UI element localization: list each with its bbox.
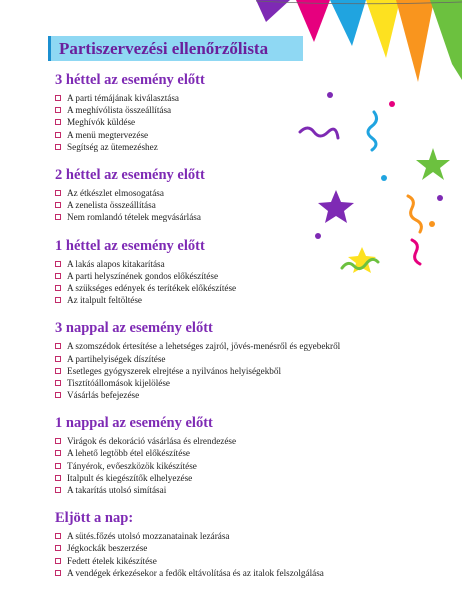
section-3-days [55,320,415,401]
bunting-flag-blue [330,0,366,46]
checkbox[interactable] [55,107,61,113]
checkbox[interactable] [55,356,61,362]
checklist-item[interactable]: Segítség az ütemezéshez [55,141,415,153]
section-1-week [55,238,415,307]
section-2-weeks [55,167,415,224]
section-heading: 3 nappal az esemény előtt [55,320,213,337]
checklist-item[interactable]: A lakás alapos kitakarítása [55,258,415,270]
checklist-item[interactable]: Tisztítóállomások kijelölése [55,377,415,389]
section-heading: Eljött a nap: [55,510,134,527]
checkbox[interactable] [55,380,61,386]
checklist-item[interactable]: A lehető legtöbb étel előkészítése [55,447,415,459]
section-heading: 2 héttel az esemény előtt [55,166,205,183]
section-heading: 1 nappal az esemény előtt [55,415,213,432]
checkbox[interactable] [55,144,61,150]
bunting-flag-green [430,0,462,80]
checkbox[interactable] [55,475,61,481]
checkbox[interactable] [55,214,61,220]
section-the-day [55,510,415,579]
checkbox[interactable] [55,487,61,493]
checklist-item[interactable]: A zenelista összeállítása [55,199,415,211]
checklist-item[interactable]: A meghívólista összeállítása [55,104,415,116]
checklist-item[interactable]: Virágok és dekoráció vásárlása és elrendezése [55,435,415,447]
checklist-item[interactable]: A vendégek érkezésekor a fedők eltávolítása és az italok felszolgálása [55,567,415,579]
bunting-flag-purple [256,0,290,22]
checkbox[interactable] [55,558,61,564]
checkbox[interactable] [55,95,61,101]
checklist-item[interactable]: Jégkockák beszerzése [55,542,415,554]
checklist-item[interactable]: A parti helyszínének gondos előkészítése [55,270,415,282]
checklist-item[interactable]: A szükséges edények és terítékek előkészítése [55,282,415,294]
checklist [55,72,415,593]
bunting-flag-orange [396,0,434,82]
bunting-string [256,1,462,4]
checkbox[interactable] [55,533,61,539]
checklist-item[interactable]: A szomszédok értesítése a lehetséges zajról, jövés-menésről és egyebekről [55,340,415,352]
section-1-day [55,415,415,496]
section-heading: 1 héttel az esemény előtt [55,237,205,254]
checklist-item[interactable]: Fedett ételek kikészítése [55,555,415,567]
checkbox[interactable] [55,202,61,208]
checklist-item[interactable]: Vásárlás befejezése [55,389,415,401]
checkbox[interactable] [55,545,61,551]
checkbox[interactable] [55,297,61,303]
section-3-weeks [55,72,415,153]
checkbox[interactable] [55,570,61,576]
confetti-dot [437,195,443,201]
checkbox[interactable] [55,273,61,279]
checklist-item[interactable]: A parti témájának kiválasztása [55,92,415,104]
page-title: Partiszervezési ellenőrzőlista [48,36,303,61]
checkbox[interactable] [55,285,61,291]
star-green [416,148,450,180]
checkbox[interactable] [55,438,61,444]
checkbox[interactable] [55,450,61,456]
checkbox[interactable] [55,343,61,349]
checkbox[interactable] [55,119,61,125]
section-heading: 3 héttel az esemény előtt [55,72,205,88]
checklist-item[interactable]: Az italpult feltöltése [55,294,415,306]
checklist-item[interactable]: A menü megtervezése [55,129,415,141]
checklist-item[interactable]: Tányérok, evőeszközök kikészítése [55,460,415,472]
checklist-item[interactable]: Az étkészlet elmosogatása [55,187,415,199]
checklist-item[interactable]: Meghívók küldése [55,116,415,128]
checklist-item[interactable]: A sütés.főzés utolsó mozzanatainak lezárása [55,530,415,542]
checkbox[interactable] [55,190,61,196]
checklist-item[interactable]: Italpult és kiegészítők elhelyezése [55,472,415,484]
checklist-item[interactable]: A takarítás utolsó simításai [55,484,415,496]
checkbox[interactable] [55,392,61,398]
checkbox[interactable] [55,368,61,374]
confetti-dot [429,221,435,227]
checklist-item[interactable]: A partihelyiségek díszítése [55,352,415,364]
checklist-item[interactable]: Nem romlandó tételek megvásárlása [55,211,415,223]
checkbox[interactable] [55,261,61,267]
checkbox[interactable] [55,132,61,138]
bunting-flag-yellow [366,0,400,58]
checkbox[interactable] [55,463,61,469]
checklist-item[interactable]: Esetleges gyógyszerek elrejtése a nyilvános helyiségekből [55,365,415,377]
